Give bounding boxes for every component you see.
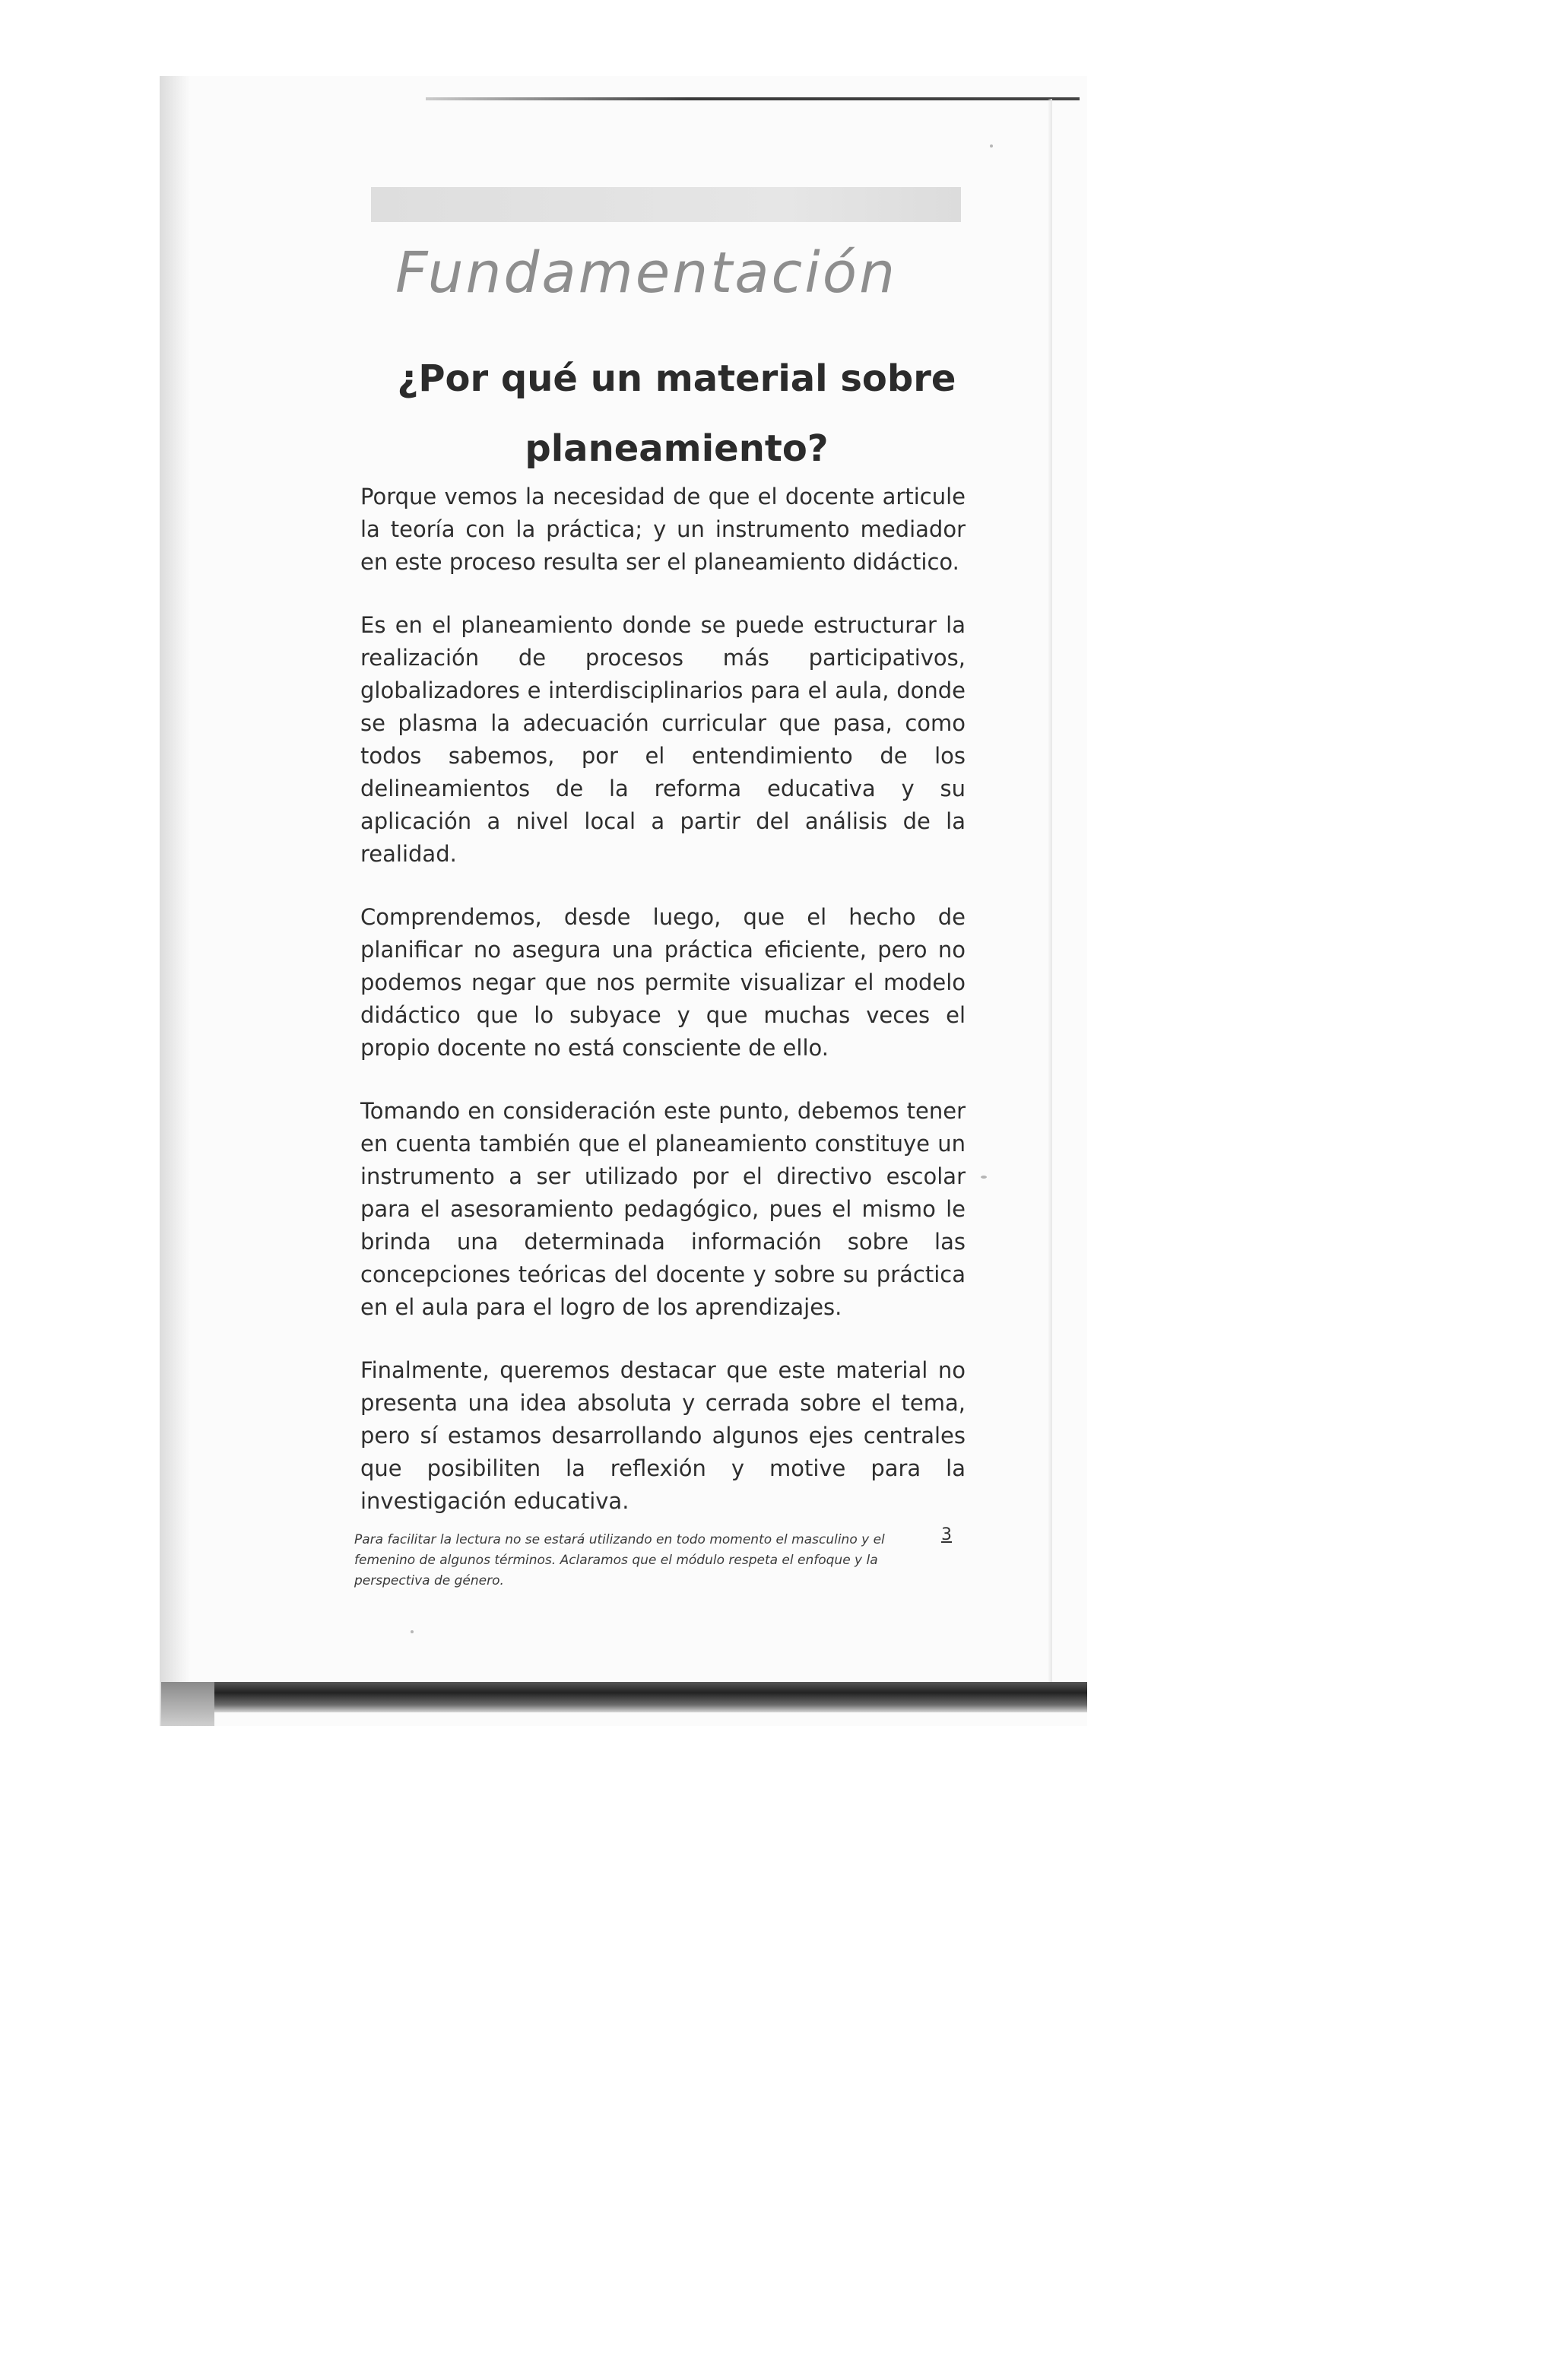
scan-speck xyxy=(411,1630,414,1633)
scan-speck xyxy=(990,144,993,148)
paragraph-5: Finalmente, queremos destacar que este material no presenta una idea absoluta y cerrada sobre el tema, pero sí estamos desarrollando algunos ejes centrales que posibiliten la reflexión y motive para la investigación educativa. xyxy=(360,1357,966,1514)
page-number: 3 xyxy=(941,1525,952,1544)
page-bottom-edge xyxy=(161,1682,1087,1712)
page-binding-shadow xyxy=(160,76,190,1726)
body-text xyxy=(360,481,966,1548)
paragraph-1: Porque vemos la necesidad de que el docente articule la teoría con la práctica; y un instrumento mediador en este proceso resulta ser el planeamiento didáctico. xyxy=(360,484,966,575)
paragraph-3: Comprendemos, desde luego, que el hecho de planificar no asegura una práctica eficiente, pero no podemos negar que nos permite visualizar el modelo didáctico que lo subyace y que muchas veces el propio docente no está consciente de ello. xyxy=(360,904,966,1061)
paragraph-4: Tomando en consideración este punto, debemos tener en cuenta también que el planeamiento constituye un instrumento a ser utilizado por el directivo escolar para el asesoramiento pedagógico, pues el mismo le brinda una determinada información sobre las concepciones teóricas del docente y sobre su práctica en el aula para el logro de los aprendizajes. xyxy=(360,1098,966,1320)
section-title: Fundamentación xyxy=(395,240,897,306)
page-right-edge xyxy=(1048,99,1052,1696)
header-band xyxy=(371,187,961,222)
scan-speck xyxy=(981,1176,987,1179)
page-top-edge xyxy=(426,97,1080,100)
subtitle: ¿Por qué un material sobre planeamiento? xyxy=(397,357,956,470)
paragraph-2: Es en el planeamiento donde se puede estructurar la realización de procesos más participativos, globalizadores e interdisciplinarios para el aula, donde se plasma la adecuación curricular que pasa, como todos sabemos, por el entendimiento de los delineamientos de la reforma educativa y su aplicación a nivel local a partir del análisis de la realidad. xyxy=(360,612,966,867)
footnote: Para facilitar la lectura no se estará utilizando en todo momento el masculino y el femenino de algunos términos. Aclaramos que el módulo respeta el enfoque y la perspectiva de género. xyxy=(354,1532,885,1588)
